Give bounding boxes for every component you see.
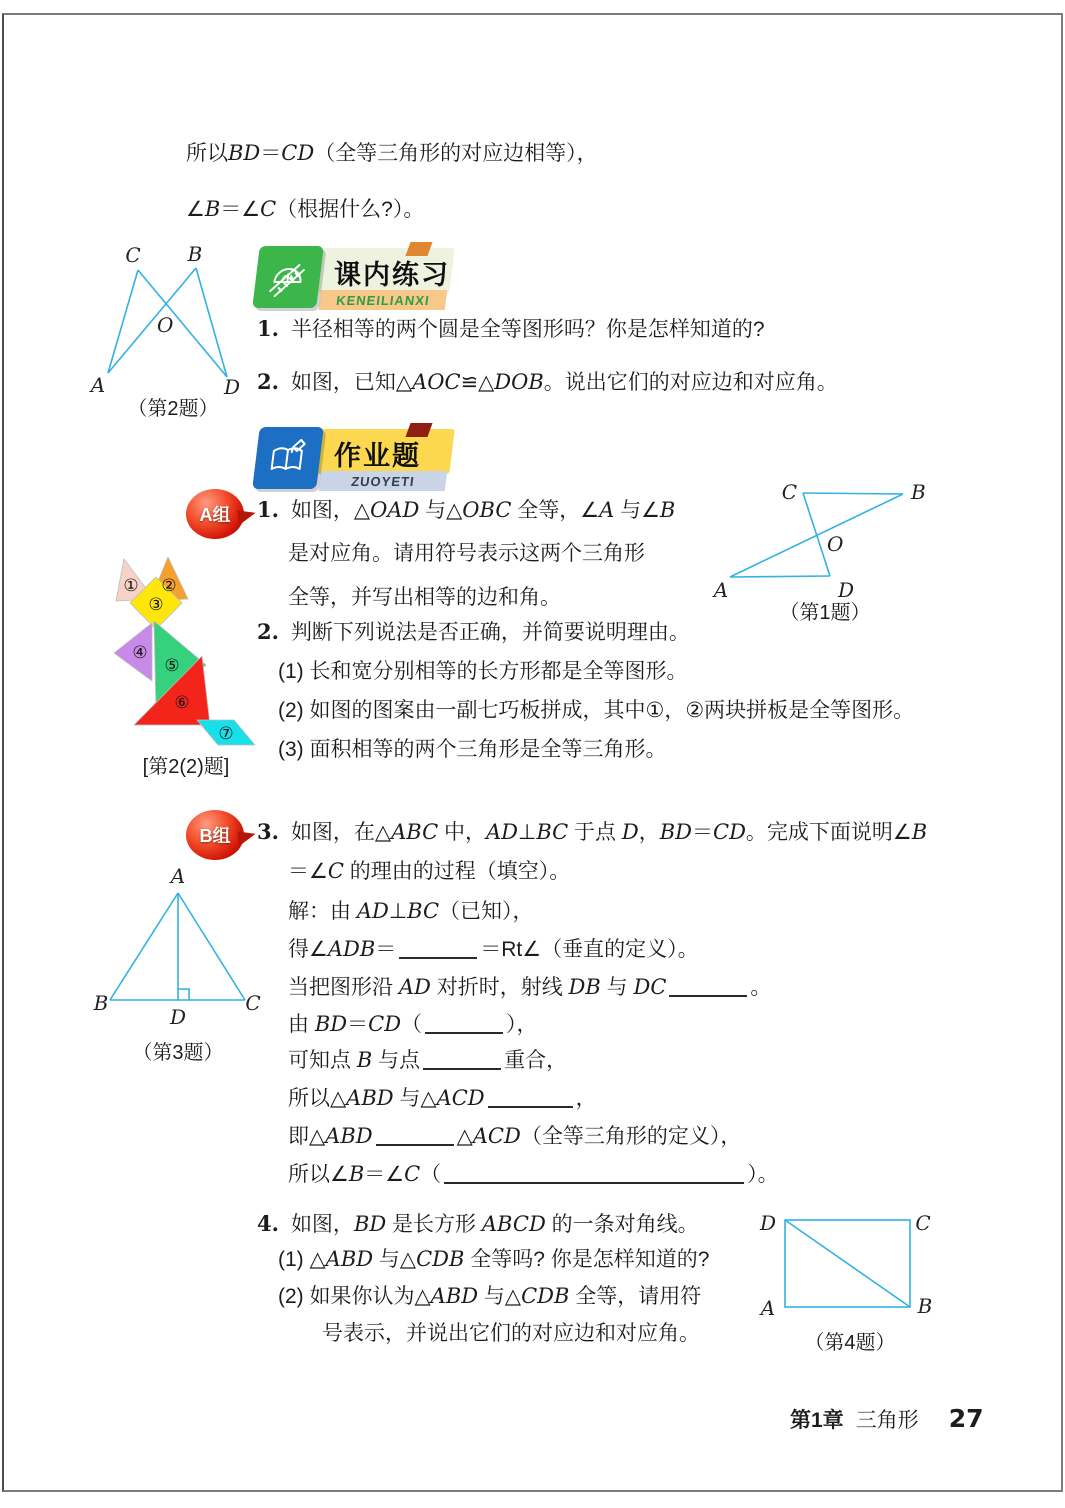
zuoyeti-item-2-sub-2: (2) 如图的图案由一副七巧板拼成，其中①，②两块拼板是全等图形。 bbox=[278, 699, 915, 722]
item-number: 4. bbox=[257, 1211, 279, 1236]
segment-CB bbox=[803, 493, 903, 494]
zuoyeti-item-3-line-10: 所以∠B＝∠C（ ）。 bbox=[288, 1162, 779, 1186]
vertex-label-B: B bbox=[93, 991, 109, 1015]
segment-AD bbox=[730, 576, 830, 577]
zuoyeti-item-3-line-5: 当把图形沿 AD 对折时，射线 DB 与 DC 。 bbox=[288, 975, 772, 999]
intro-line-2: ∠B＝∠C（根据什么?）。 bbox=[186, 197, 425, 221]
tangram-label-1: ① bbox=[123, 576, 139, 595]
item-text: 如图，△OAD 与△OBC 全等，∠A 与∠B bbox=[290, 498, 676, 522]
tangram-label-4: ④ bbox=[132, 643, 148, 662]
group-b-label: B组 bbox=[186, 810, 244, 860]
group-b-badge bbox=[186, 810, 252, 862]
item-number: 2. bbox=[257, 369, 279, 394]
figure-problem-1 bbox=[705, 475, 945, 605]
segment-BD bbox=[196, 268, 227, 377]
zuoyeti-item-4-sub-2-cont: 号表示，并说出它们的对应边和对应角。 bbox=[322, 1322, 700, 1345]
vertex-label-C: C bbox=[245, 991, 261, 1015]
item-text: 如图，已知△AOC≌△DOB。说出它们的对应边和对应角。 bbox=[290, 370, 838, 394]
item-number: 2. bbox=[257, 619, 279, 644]
zuoyeti-item-3-line-2: ＝∠C 的理由的过程（填空）。 bbox=[288, 859, 571, 883]
section-badge-zuoyeti bbox=[258, 427, 456, 491]
badge-tail bbox=[237, 829, 257, 846]
page-footer bbox=[790, 1404, 1010, 1434]
zuoyeti-item-1-line-2: 是对应角。请用符号表示这两个三角形 bbox=[288, 542, 645, 565]
tangram-label-6: ⑥ bbox=[174, 693, 190, 712]
item-number: 1. bbox=[257, 497, 279, 522]
tangram-label-2: ② bbox=[161, 576, 177, 595]
zuoyeti-item-3-line-8: 所以△ABD 与△ACD ， bbox=[288, 1086, 597, 1110]
vertex-label-B: B bbox=[911, 480, 926, 504]
page-number: 27 bbox=[948, 1404, 984, 1433]
zuoyeti-item-3-line-3: 解：由 AD⊥BC（已知）， bbox=[288, 899, 534, 923]
figure-problem-2 bbox=[83, 246, 263, 396]
diagonal-DB bbox=[785, 1220, 910, 1307]
segment-AC bbox=[178, 893, 245, 1000]
item-text: 如图，BD 是长方形 ABCD 的一条对角线。 bbox=[290, 1212, 699, 1236]
vertex-label-A: A bbox=[170, 868, 186, 888]
zuoyeti-item-2-sub-1: (1) 长和宽分别相等的长方形都是全等图形。 bbox=[278, 660, 688, 683]
zuoyeti-item-4-sub-2: (2) 如果你认为△ABD 与△CDB 全等，请用符 bbox=[278, 1284, 702, 1308]
item-number: 1. bbox=[257, 316, 279, 341]
segment-AB bbox=[110, 893, 178, 1000]
zuoyeti-item-3-line-4: 得∠ADB＝ ＝Rt∠（垂直的定义）。 bbox=[288, 937, 699, 961]
item-text: 判断下列说法是否正确，并简要说明理由。 bbox=[290, 621, 690, 644]
section-badge-keneilianxi bbox=[258, 246, 456, 310]
figure-4-caption: （第4题） bbox=[804, 1332, 896, 1354]
item-number: 3. bbox=[257, 819, 279, 844]
vertex-label-O: O bbox=[157, 313, 174, 337]
segment-CD bbox=[138, 270, 227, 377]
group-a-badge bbox=[186, 489, 252, 541]
segment-CD bbox=[803, 493, 830, 576]
group-a-label: A组 bbox=[186, 489, 244, 539]
chapter-number: 第1章 bbox=[790, 1409, 844, 1432]
segment-BA bbox=[108, 268, 196, 373]
tangram-label-7: ⑦ bbox=[218, 724, 234, 743]
vertex-label-B: B bbox=[917, 1294, 933, 1318]
intro-line-1: 所以BD＝CD（全等三角形的对应边相等）， bbox=[186, 141, 598, 165]
vertex-label-A: A bbox=[713, 578, 729, 602]
vertex-label-B: B bbox=[187, 246, 203, 266]
vertex-label-D: D bbox=[838, 578, 855, 602]
badge-title: 作业题 bbox=[334, 441, 421, 471]
zuoyeti-item-1-line-3: 全等，并写出相等的边和角。 bbox=[288, 586, 561, 609]
vertex-label-A: A bbox=[760, 1296, 776, 1320]
zuoyeti-item-2-sub-3: (3) 面积相等的两个三角形是全等三角形。 bbox=[278, 738, 667, 761]
tangram-label-5: ⑤ bbox=[164, 656, 180, 675]
figure-2-caption: （第2题） bbox=[127, 398, 219, 420]
item-text: 如图，在△ABC 中，AD⊥BC 于点 D，BD＝CD。完成下面说明∠B bbox=[290, 820, 928, 844]
figure-1-caption: （第1题） bbox=[779, 602, 871, 624]
vertex-label-C: C bbox=[125, 246, 141, 267]
zuoyeti-item-1-line-1 bbox=[257, 496, 675, 524]
keneilianxi-item-1 bbox=[257, 315, 765, 343]
vertex-label-D: D bbox=[169, 1005, 187, 1029]
vertex-label-D: D bbox=[759, 1211, 777, 1235]
badge-tail bbox=[237, 508, 257, 525]
zuoyeti-item-3-line-9: 即△ABD △ACD（全等三角形的定义）， bbox=[288, 1124, 742, 1148]
vertex-label-O: O bbox=[827, 532, 844, 556]
vertex-label-A: A bbox=[90, 373, 106, 396]
tangram-label-3: ③ bbox=[148, 595, 164, 614]
vertex-label-C: C bbox=[781, 480, 797, 504]
zuoyeti-item-4-sub-1: (1) △ABD 与△CDB 全等吗? 你是怎样知道的? bbox=[278, 1247, 710, 1271]
badge-subtitle: ZUOYETI bbox=[319, 471, 447, 491]
zuoyeti-item-2-head bbox=[257, 618, 690, 646]
right-angle-mark bbox=[178, 989, 189, 1000]
figure-problem-4 bbox=[745, 1200, 945, 1325]
figure-3-caption: （第3题） bbox=[132, 1042, 224, 1064]
zuoyeti-item-4-head bbox=[257, 1210, 699, 1238]
vertex-label-C: C bbox=[915, 1211, 931, 1235]
vertex-label-D: D bbox=[223, 375, 241, 396]
zuoyeti-item-3-line-1 bbox=[257, 818, 927, 846]
zuoyeti-item-3-line-6: 由 BD＝CD（ ）， bbox=[288, 1012, 538, 1036]
badge-subtitle: KENEILIANXI bbox=[319, 290, 447, 310]
zuoyeti-item-3-line-7: 可知点 B 与点 重合， bbox=[288, 1048, 568, 1072]
protractor-icon bbox=[252, 246, 324, 308]
segment-CA bbox=[108, 270, 138, 373]
figure-problem-3 bbox=[93, 868, 263, 1030]
keneilianxi-item-2 bbox=[257, 368, 838, 396]
badge-title: 课内练习 bbox=[334, 260, 450, 290]
item-text: 半径相等的两个圆是全等图形吗？你是怎样知道的? bbox=[290, 318, 765, 341]
tangram-caption: [第2(2)题] bbox=[142, 756, 230, 778]
book-pencil-icon bbox=[252, 427, 324, 489]
tangram-figure bbox=[112, 553, 260, 768]
chapter-title: 三角形 bbox=[855, 1409, 919, 1432]
segment-AB bbox=[730, 494, 903, 577]
